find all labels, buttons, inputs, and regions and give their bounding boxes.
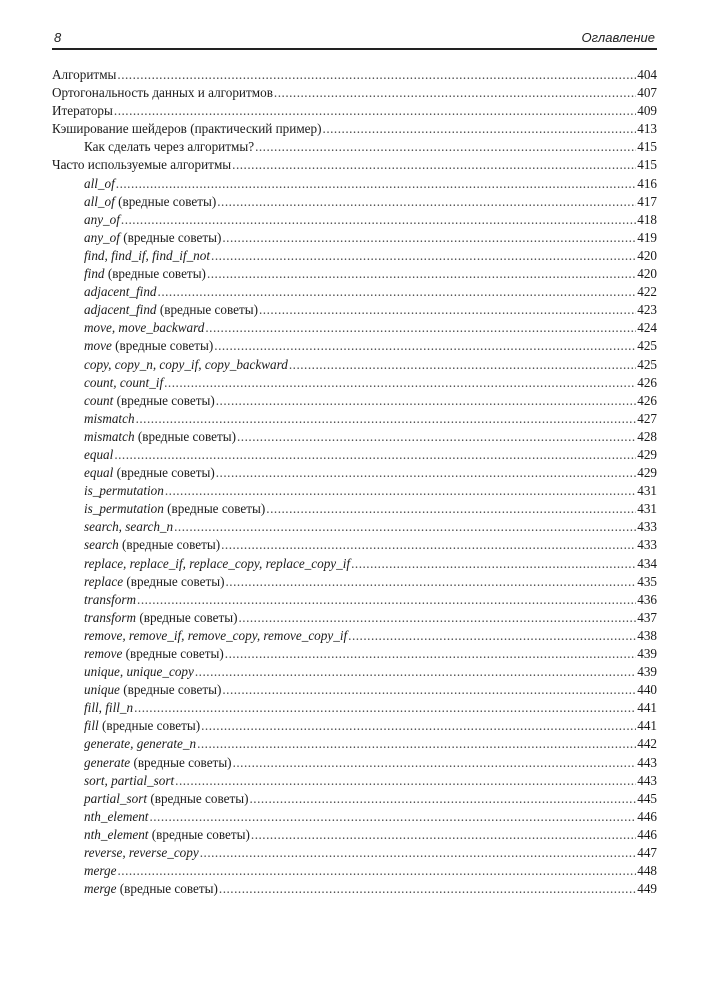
toc-entry-name: transform	[84, 591, 137, 607]
toc-entry-name: count, count_if	[84, 374, 164, 390]
toc-entry[interactable]	[52, 754, 657, 772]
dot-leader	[251, 826, 636, 844]
dot-leader	[255, 138, 636, 156]
toc-entry-title	[84, 591, 136, 609]
toc-entry-name: unique	[84, 682, 120, 698]
toc-entry-name: mismatch	[84, 410, 135, 426]
dot-leader	[219, 880, 636, 898]
page-header	[52, 30, 657, 48]
toc-entry-name: count	[84, 392, 114, 408]
dot-leader	[164, 374, 636, 392]
toc-entry-name: generate, generate_n	[84, 736, 197, 752]
toc-entry[interactable]	[52, 319, 657, 337]
toc-entry-page: 434	[637, 555, 657, 571]
toc-entry-suffix: (вредные советы)	[136, 609, 238, 625]
toc-entry-suffix: (вредные советы)	[104, 266, 206, 282]
dot-leader	[216, 464, 636, 482]
toc-entry-page: 435	[637, 573, 657, 589]
toc-entry-name: generate	[84, 754, 131, 770]
toc-entry-page: 441	[637, 718, 657, 734]
toc-entry-page: 440	[637, 682, 657, 698]
toc-entry[interactable]	[52, 410, 657, 428]
toc-entry[interactable]	[52, 229, 657, 247]
toc-entry-page: 433	[637, 537, 657, 553]
toc-entry[interactable]	[52, 699, 657, 717]
toc-entry-name: Кэширование шейдеров (практический пример)	[52, 121, 322, 137]
toc-entry[interactable]	[52, 645, 657, 663]
dot-leader	[221, 536, 636, 554]
toc-entry-name: remove, remove_if, remove_copy, remove_copy_if	[84, 627, 348, 643]
toc-entry-name: equal	[84, 446, 114, 462]
toc-entry[interactable]	[52, 374, 657, 392]
toc-entry-title	[84, 536, 220, 554]
header-rule	[52, 48, 657, 50]
toc-entry-title	[84, 717, 200, 735]
toc-entry-title	[84, 844, 199, 862]
toc-entry-name: search	[84, 537, 119, 553]
toc-entry-title	[84, 681, 221, 699]
toc-entry-title	[84, 699, 133, 717]
toc-entry-name: Как сделать через алгоритмы?	[84, 139, 255, 155]
toc-entry[interactable]	[52, 301, 657, 319]
toc-entry-name: any_of	[84, 211, 120, 227]
toc-entry-name: any_of	[84, 229, 120, 245]
toc-entry-page: 433	[637, 519, 657, 535]
toc-entry-name: nth_element	[84, 826, 149, 842]
toc-entry[interactable]	[52, 392, 657, 410]
toc-entry[interactable]	[52, 156, 657, 174]
toc-entry[interactable]	[52, 211, 657, 229]
toc-entry-name: find, find_if, find_if_not	[84, 247, 211, 263]
toc-entry-name: replace	[84, 573, 124, 589]
toc-entry[interactable]	[52, 482, 657, 500]
toc-entry-page: 438	[637, 627, 657, 643]
dot-leader	[165, 482, 636, 500]
dot-leader	[121, 211, 636, 229]
toc-entry-page: 416	[637, 175, 657, 191]
toc-entry-title	[52, 66, 116, 84]
toc-entry-title	[84, 301, 258, 319]
dot-leader	[158, 283, 637, 301]
toc-entry-suffix: (вредные советы)	[130, 754, 232, 770]
toc-entry-title	[84, 356, 288, 374]
toc-entry[interactable]	[52, 84, 657, 102]
toc-entry[interactable]	[52, 826, 657, 844]
toc-entry-page: 447	[637, 845, 657, 861]
toc-entry-page: 409	[637, 103, 657, 119]
toc-entry-name: copy, copy_n, copy_if, copy_backward	[84, 356, 288, 372]
toc-entry-title	[84, 645, 224, 663]
dot-leader	[222, 229, 636, 247]
dot-leader	[351, 555, 636, 573]
dot-leader	[114, 102, 636, 120]
dot-leader	[174, 518, 636, 536]
toc-entry-page: 439	[637, 646, 657, 661]
toc-entry-name: all_of	[84, 175, 115, 191]
dot-leader	[348, 627, 636, 645]
toc-entry-name: Алгоритмы	[52, 67, 117, 82]
toc-entry[interactable]	[52, 663, 657, 681]
dot-leader	[197, 735, 636, 753]
toc-entry[interactable]	[52, 120, 657, 138]
dot-leader	[205, 319, 636, 337]
dot-leader	[201, 717, 636, 735]
toc-entry-name: Ортогональность данных и алгоритмов	[52, 85, 273, 101]
toc-entry-title	[84, 518, 173, 536]
toc-entry-page: 413	[637, 121, 657, 137]
toc-entry-title	[84, 772, 174, 790]
toc-entry-page: 448	[637, 863, 657, 879]
toc-entry-page: 428	[637, 428, 657, 444]
dot-leader	[207, 265, 636, 283]
toc-entry-name: partial_sort	[84, 790, 148, 806]
toc-entry[interactable]	[52, 844, 657, 862]
toc-entry-page: 415	[637, 157, 657, 173]
toc-entry[interactable]	[52, 265, 657, 283]
toc-entry-page: 443	[637, 754, 657, 770]
toc-entry-page: 446	[637, 808, 657, 824]
toc-entry[interactable]	[52, 247, 657, 265]
toc-entry-title	[84, 555, 350, 573]
dot-leader	[195, 663, 636, 681]
toc-entry-page: 422	[637, 284, 657, 300]
toc-entry-suffix: (вредные советы)	[113, 465, 215, 481]
toc-entry-page: 441	[637, 700, 657, 716]
dot-leader	[200, 844, 636, 862]
toc-entry-page: 424	[637, 320, 657, 336]
toc-entry-suffix: (вредные советы)	[163, 501, 266, 517]
toc-entry[interactable]	[52, 790, 657, 808]
toc-entry[interactable]	[52, 880, 657, 898]
toc-entry-title	[84, 446, 113, 464]
toc-entry-name: unique, unique_copy	[84, 664, 194, 680]
toc-entry[interactable]	[52, 102, 657, 120]
toc-entry-title	[84, 735, 196, 753]
toc-entry-title	[84, 410, 135, 428]
toc-entry-page: 446	[637, 826, 657, 842]
toc-entry-name: find	[84, 266, 105, 282]
toc-entry-title	[52, 156, 231, 174]
dot-leader	[233, 754, 637, 772]
toc-entry-title	[84, 283, 157, 301]
toc-entry[interactable]	[52, 627, 657, 645]
toc-entry[interactable]	[52, 536, 657, 554]
toc-entry-suffix: (вредные советы)	[116, 881, 218, 897]
toc-entry-title	[84, 627, 347, 645]
dot-leader	[226, 573, 637, 591]
toc-entry[interactable]	[52, 735, 657, 753]
toc-entry-name: Итераторы	[52, 103, 113, 119]
toc-entry-title	[84, 826, 250, 844]
toc-entry-page: 426	[637, 392, 657, 408]
toc-entry[interactable]	[52, 518, 657, 536]
toc-entry-name: reverse, reverse_copy	[84, 845, 199, 861]
toc-entry-page: 423	[637, 302, 657, 318]
toc-entry[interactable]	[52, 500, 657, 518]
toc-entry-page: 426	[637, 374, 657, 390]
toc-entry-page: 420	[637, 247, 657, 263]
toc-entry-title	[84, 862, 116, 880]
toc-entry-name: merge	[84, 881, 117, 897]
dot-leader	[216, 392, 636, 410]
toc-entry-title	[84, 374, 163, 392]
toc-entry-title	[84, 138, 254, 156]
toc-entry-suffix: (вредные советы)	[113, 392, 215, 408]
toc-entry-name: equal	[84, 465, 114, 481]
toc-entry-name: move	[84, 338, 112, 354]
toc-entry-title	[84, 609, 237, 627]
toc-entry[interactable]	[52, 609, 657, 627]
toc-entry-name: nth_element	[84, 808, 149, 824]
toc-entry[interactable]	[52, 464, 657, 482]
toc-entry-page: 404	[637, 67, 657, 82]
toc-entry[interactable]	[52, 681, 657, 699]
toc-entry-suffix: (вредные советы)	[147, 790, 249, 806]
toc-entry-suffix: (вредные советы)	[148, 826, 250, 842]
toc-entry-page: 445	[637, 790, 657, 806]
toc-entry-page: 407	[637, 85, 657, 101]
toc-entry-page: 443	[637, 772, 657, 788]
dot-leader	[238, 609, 636, 627]
toc-entry-title	[84, 265, 206, 283]
dot-leader	[175, 772, 636, 790]
toc-entry[interactable]	[52, 66, 657, 84]
toc-entry-title	[84, 500, 265, 518]
dot-leader	[222, 681, 636, 699]
toc-entry-title	[84, 211, 120, 229]
toc-entry[interactable]	[52, 717, 657, 735]
toc-entry-page: 431	[637, 501, 657, 517]
toc-entry-title	[84, 790, 248, 808]
toc-entry-name: search, search_n	[84, 519, 174, 535]
toc-entry-page: 436	[637, 591, 657, 607]
toc-entry-name: adjacent_find	[84, 284, 157, 300]
toc-entry[interactable]	[52, 555, 657, 573]
toc-entry-title	[84, 573, 225, 591]
dot-leader	[274, 84, 636, 102]
toc-entry[interactable]	[52, 337, 657, 355]
toc-entry-page: 442	[637, 736, 657, 752]
toc-entry-page: 415	[637, 139, 657, 155]
toc-entry-title	[52, 84, 273, 102]
toc-entry-suffix: (вредные советы)	[122, 646, 224, 661]
dot-leader	[225, 645, 636, 663]
toc-entry-title	[84, 193, 216, 211]
toc-entry-page: 439	[637, 664, 657, 680]
toc-entry-suffix: (вредные советы)	[119, 229, 222, 245]
toc-entry-name: is_permutation	[84, 483, 164, 499]
toc-entry-suffix: (вредные советы)	[111, 338, 214, 354]
dot-leader	[117, 66, 636, 84]
toc-entry-title	[84, 175, 115, 193]
toc-entry-name: adjacent_find	[84, 302, 157, 318]
toc-entry-suffix: (вредные советы)	[119, 682, 222, 698]
dot-leader	[136, 410, 637, 428]
toc-entry[interactable]	[52, 808, 657, 826]
dot-leader	[149, 808, 636, 826]
toc-entry-name: all_of	[84, 193, 115, 209]
toc-entry-title	[84, 482, 164, 500]
toc-entry-page: 427	[637, 410, 657, 426]
toc-entry-title	[84, 808, 148, 826]
toc-entry-title	[84, 247, 210, 265]
toc-entry-title	[52, 102, 113, 120]
toc-entry-name: merge	[84, 863, 117, 879]
toc-entry-name: transform	[84, 609, 137, 625]
toc-entry-suffix: (вредные советы)	[123, 573, 225, 589]
toc-entry-page: 425	[637, 338, 657, 354]
toc-entry-title	[52, 120, 322, 138]
toc-entry[interactable]	[52, 428, 657, 446]
toc-entry-name: mismatch	[84, 428, 135, 444]
toc-entry-page: 429	[637, 446, 657, 462]
toc-entry-name: fill	[84, 718, 99, 734]
dot-leader	[214, 337, 636, 355]
dot-leader	[237, 428, 636, 446]
toc-entry-page: 431	[637, 483, 657, 499]
toc-entry[interactable]	[52, 591, 657, 609]
table-of-contents	[52, 66, 657, 898]
toc-entry-title	[84, 319, 204, 337]
toc-entry-suffix: (вредные советы)	[134, 428, 236, 444]
toc-entry-title	[84, 754, 232, 772]
toc-entry-title	[84, 663, 194, 681]
toc-entry[interactable]	[52, 446, 657, 464]
toc-entry-page: 429	[637, 465, 657, 481]
toc-entry-name: remove	[84, 646, 123, 661]
toc-entry[interactable]	[52, 573, 657, 591]
dot-leader	[117, 862, 636, 880]
toc-entry-name: is_permutation	[84, 501, 164, 517]
toc-entry-page: 425	[637, 356, 657, 372]
toc-entry-suffix: (вредные советы)	[98, 718, 201, 734]
toc-entry-name: move, move_backward	[84, 320, 205, 336]
dot-leader	[137, 591, 636, 609]
toc-entry[interactable]	[52, 772, 657, 790]
toc-entry[interactable]	[52, 138, 657, 156]
toc-entry-title	[84, 337, 213, 355]
toc-entry-name: replace, replace_if, replace_copy, replace_copy_if	[84, 555, 351, 571]
dot-leader	[217, 193, 636, 211]
toc-entry-name: Часто используемые алгоритмы	[52, 157, 232, 173]
toc-entry-page: 418	[637, 211, 657, 227]
toc-entry-suffix: (вредные советы)	[156, 302, 258, 318]
toc-entry[interactable]	[52, 862, 657, 880]
toc-entry-suffix: (вредные советы)	[114, 193, 217, 209]
toc-entry[interactable]	[52, 283, 657, 301]
toc-entry[interactable]	[52, 193, 657, 211]
toc-entry-page: 449	[637, 881, 657, 897]
running-title: Оглавление	[581, 30, 655, 45]
dot-leader	[211, 247, 636, 265]
dot-leader	[116, 175, 636, 193]
dot-leader	[289, 356, 636, 374]
toc-entry[interactable]	[52, 175, 657, 193]
page-number: 8	[54, 30, 62, 45]
dot-leader	[232, 156, 636, 174]
toc-entry-page: 437	[637, 609, 657, 625]
toc-entry-title	[84, 392, 215, 410]
toc-entry-title	[84, 229, 221, 247]
toc-entry-page: 417	[637, 193, 657, 209]
toc-entry-title	[84, 464, 215, 482]
toc-entry-title	[84, 428, 236, 446]
toc-entry-suffix: (вредные советы)	[118, 537, 221, 553]
dot-leader	[266, 500, 636, 518]
toc-entry-page: 419	[637, 229, 657, 245]
dot-leader	[323, 120, 637, 138]
dot-leader	[259, 301, 636, 319]
toc-entry-title	[84, 880, 218, 898]
dot-leader	[134, 699, 636, 717]
dot-leader	[114, 446, 636, 464]
dot-leader	[249, 790, 636, 808]
toc-entry-name: sort, partial_sort	[84, 772, 175, 788]
toc-entry-name: fill, fill_n	[84, 700, 134, 716]
toc-entry-page: 420	[637, 266, 657, 282]
toc-entry[interactable]	[52, 356, 657, 374]
